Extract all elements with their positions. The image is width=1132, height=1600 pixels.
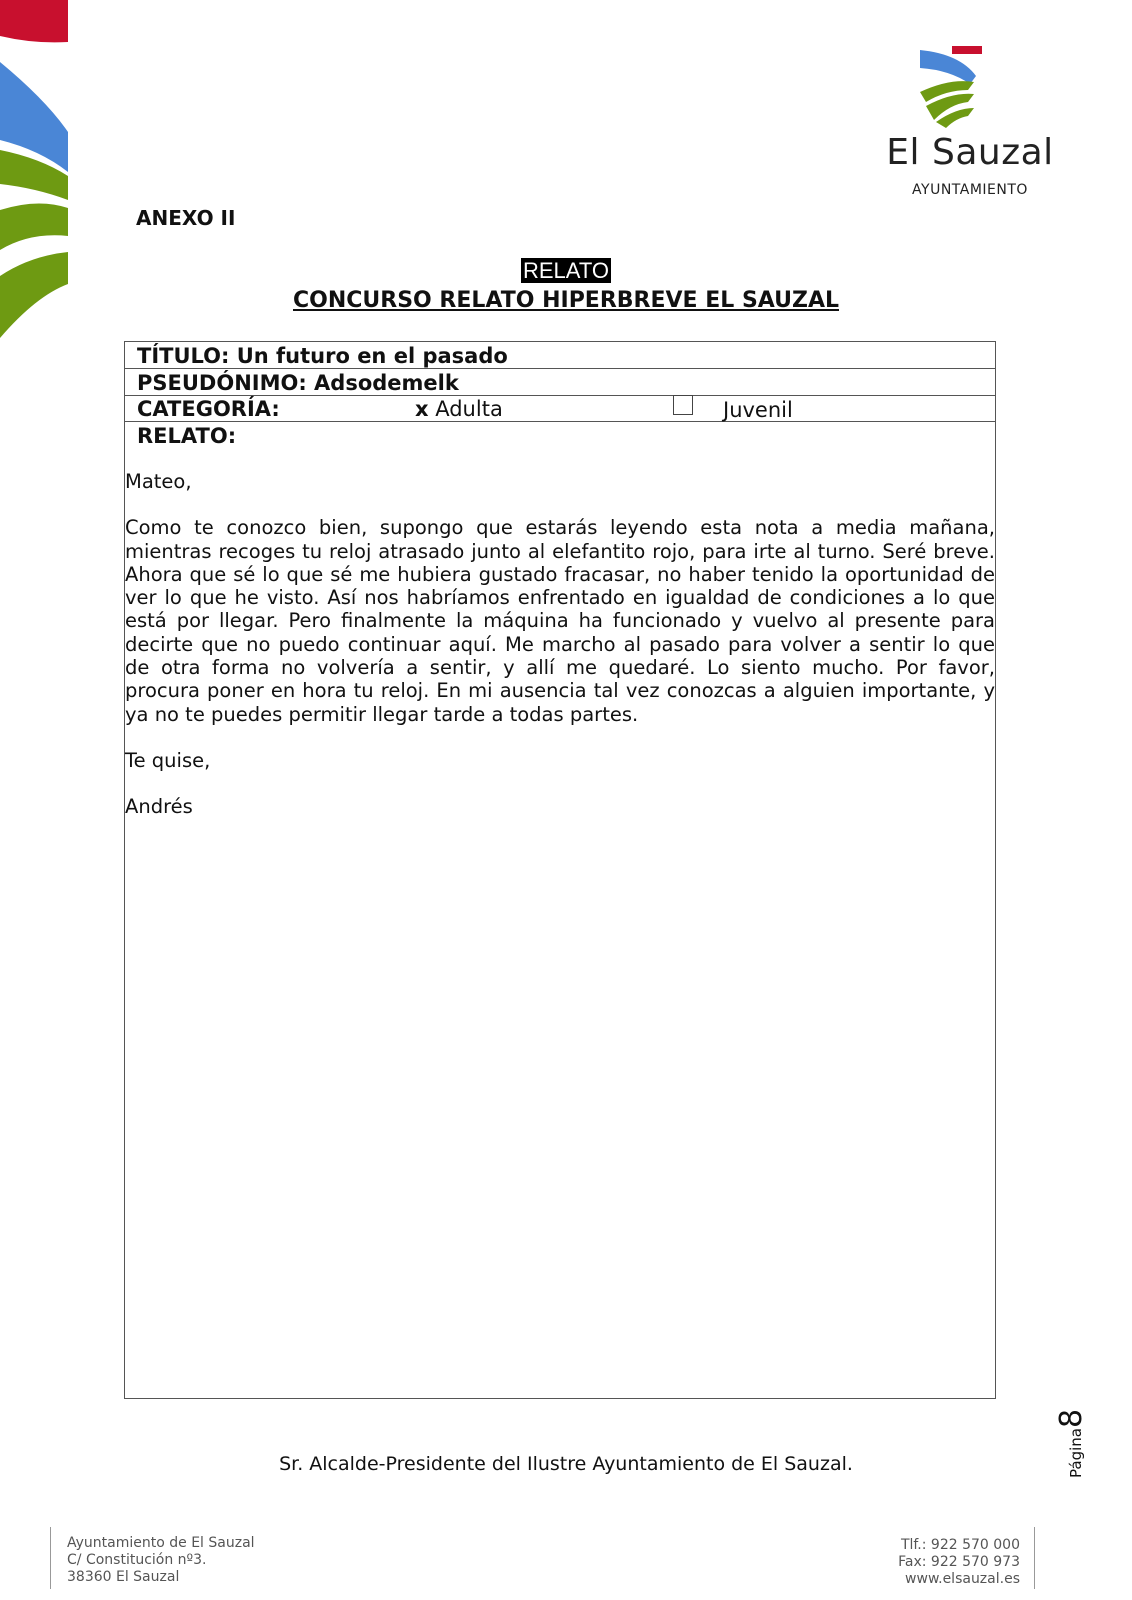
logo-subtitle: AYUNTAMIENTO <box>912 182 1028 198</box>
relato-title <box>0 258 1132 284</box>
adult-option-label: Adulta <box>435 397 503 421</box>
el-sauzal-logo <box>880 40 1060 200</box>
address-divider <box>50 1527 51 1589</box>
logo-name: El Sauzal <box>886 132 1054 173</box>
recipient-line: Sr. Alcalde-Presidente del Ilustre Ayuntamiento de El Sauzal. <box>279 1453 853 1475</box>
relato-title-text: RELATO <box>523 258 609 283</box>
category-label: CATEGORÍA: <box>137 397 280 421</box>
story-greeting: Mateo, <box>125 470 192 493</box>
annex-heading: ANEXO II <box>136 206 236 230</box>
address-line: 38360 El Sauzal <box>67 1569 180 1585</box>
story-signature: Andrés <box>125 795 193 819</box>
form-row-divider <box>125 368 995 369</box>
fax-number: Fax: 922 570 973 <box>898 1554 1020 1570</box>
logo-emblem-icon <box>880 40 1060 130</box>
category-adult-option[interactable] <box>415 397 503 421</box>
title-field: TÍTULO: Un futuro en el pasado <box>137 344 508 368</box>
contact-divider <box>1034 1527 1035 1589</box>
contest-title: CONCURSO RELATO HIPERBREVE EL SAUZAL <box>293 288 839 313</box>
adult-selected-mark: x <box>415 397 429 421</box>
story-closing: Te quise, <box>125 748 211 772</box>
form-row-divider <box>125 395 995 396</box>
juvenile-option-label: Juvenil <box>723 398 793 422</box>
page-number-value: 8 <box>1054 1408 1089 1429</box>
pseudonym-field: PSEUDÓNIMO: Adsodemelk <box>137 371 459 395</box>
page-number <box>1040 1400 1100 1480</box>
page-word: Página <box>1067 1428 1085 1478</box>
address-line: C/ Constitución nº3. <box>67 1552 207 1568</box>
form-row-divider <box>125 421 995 422</box>
story-body: Como te conozco bien, supongo que estarás leyendo esta nota a media mañana, mientras recoges tu reloj atrasado junto al elefantito rojo, para irte al turno. Seré breve. Ahora que sé lo que sé me hubiera gustado fracasar, no haber tenido la oportunidad de ver lo que he visto. Así nos habríamos enfrentado en igualdad de condiciones a lo que está por llegar. Pero finalmente la máquina ha funcionado y vuelvo al presente para decirte que no puedo continuar aquí. Me marcho al pasado para volver a sentir lo que de otra forma no volvería a sentir, y allí me quedaré. Lo siento mucho. Por favor, procura poner en hora tu reloj. En mi ausencia tal vez conozcas a alguien importante, y ya no te puedes permitir llegar tarde a todas partes. <box>125 516 995 726</box>
entry-form <box>124 341 996 1399</box>
story-label: RELATO: <box>137 424 237 448</box>
juvenile-checkbox[interactable] <box>673 395 693 415</box>
website-link[interactable]: www.elsauzal.es <box>905 1571 1020 1587</box>
phone-number: Tlf.: 922 570 000 <box>900 1537 1020 1553</box>
address-line: Ayuntamiento de El Sauzal <box>67 1535 255 1551</box>
story-text <box>125 470 995 819</box>
footer-contact <box>760 1537 1020 1588</box>
footer-address <box>67 1535 255 1586</box>
